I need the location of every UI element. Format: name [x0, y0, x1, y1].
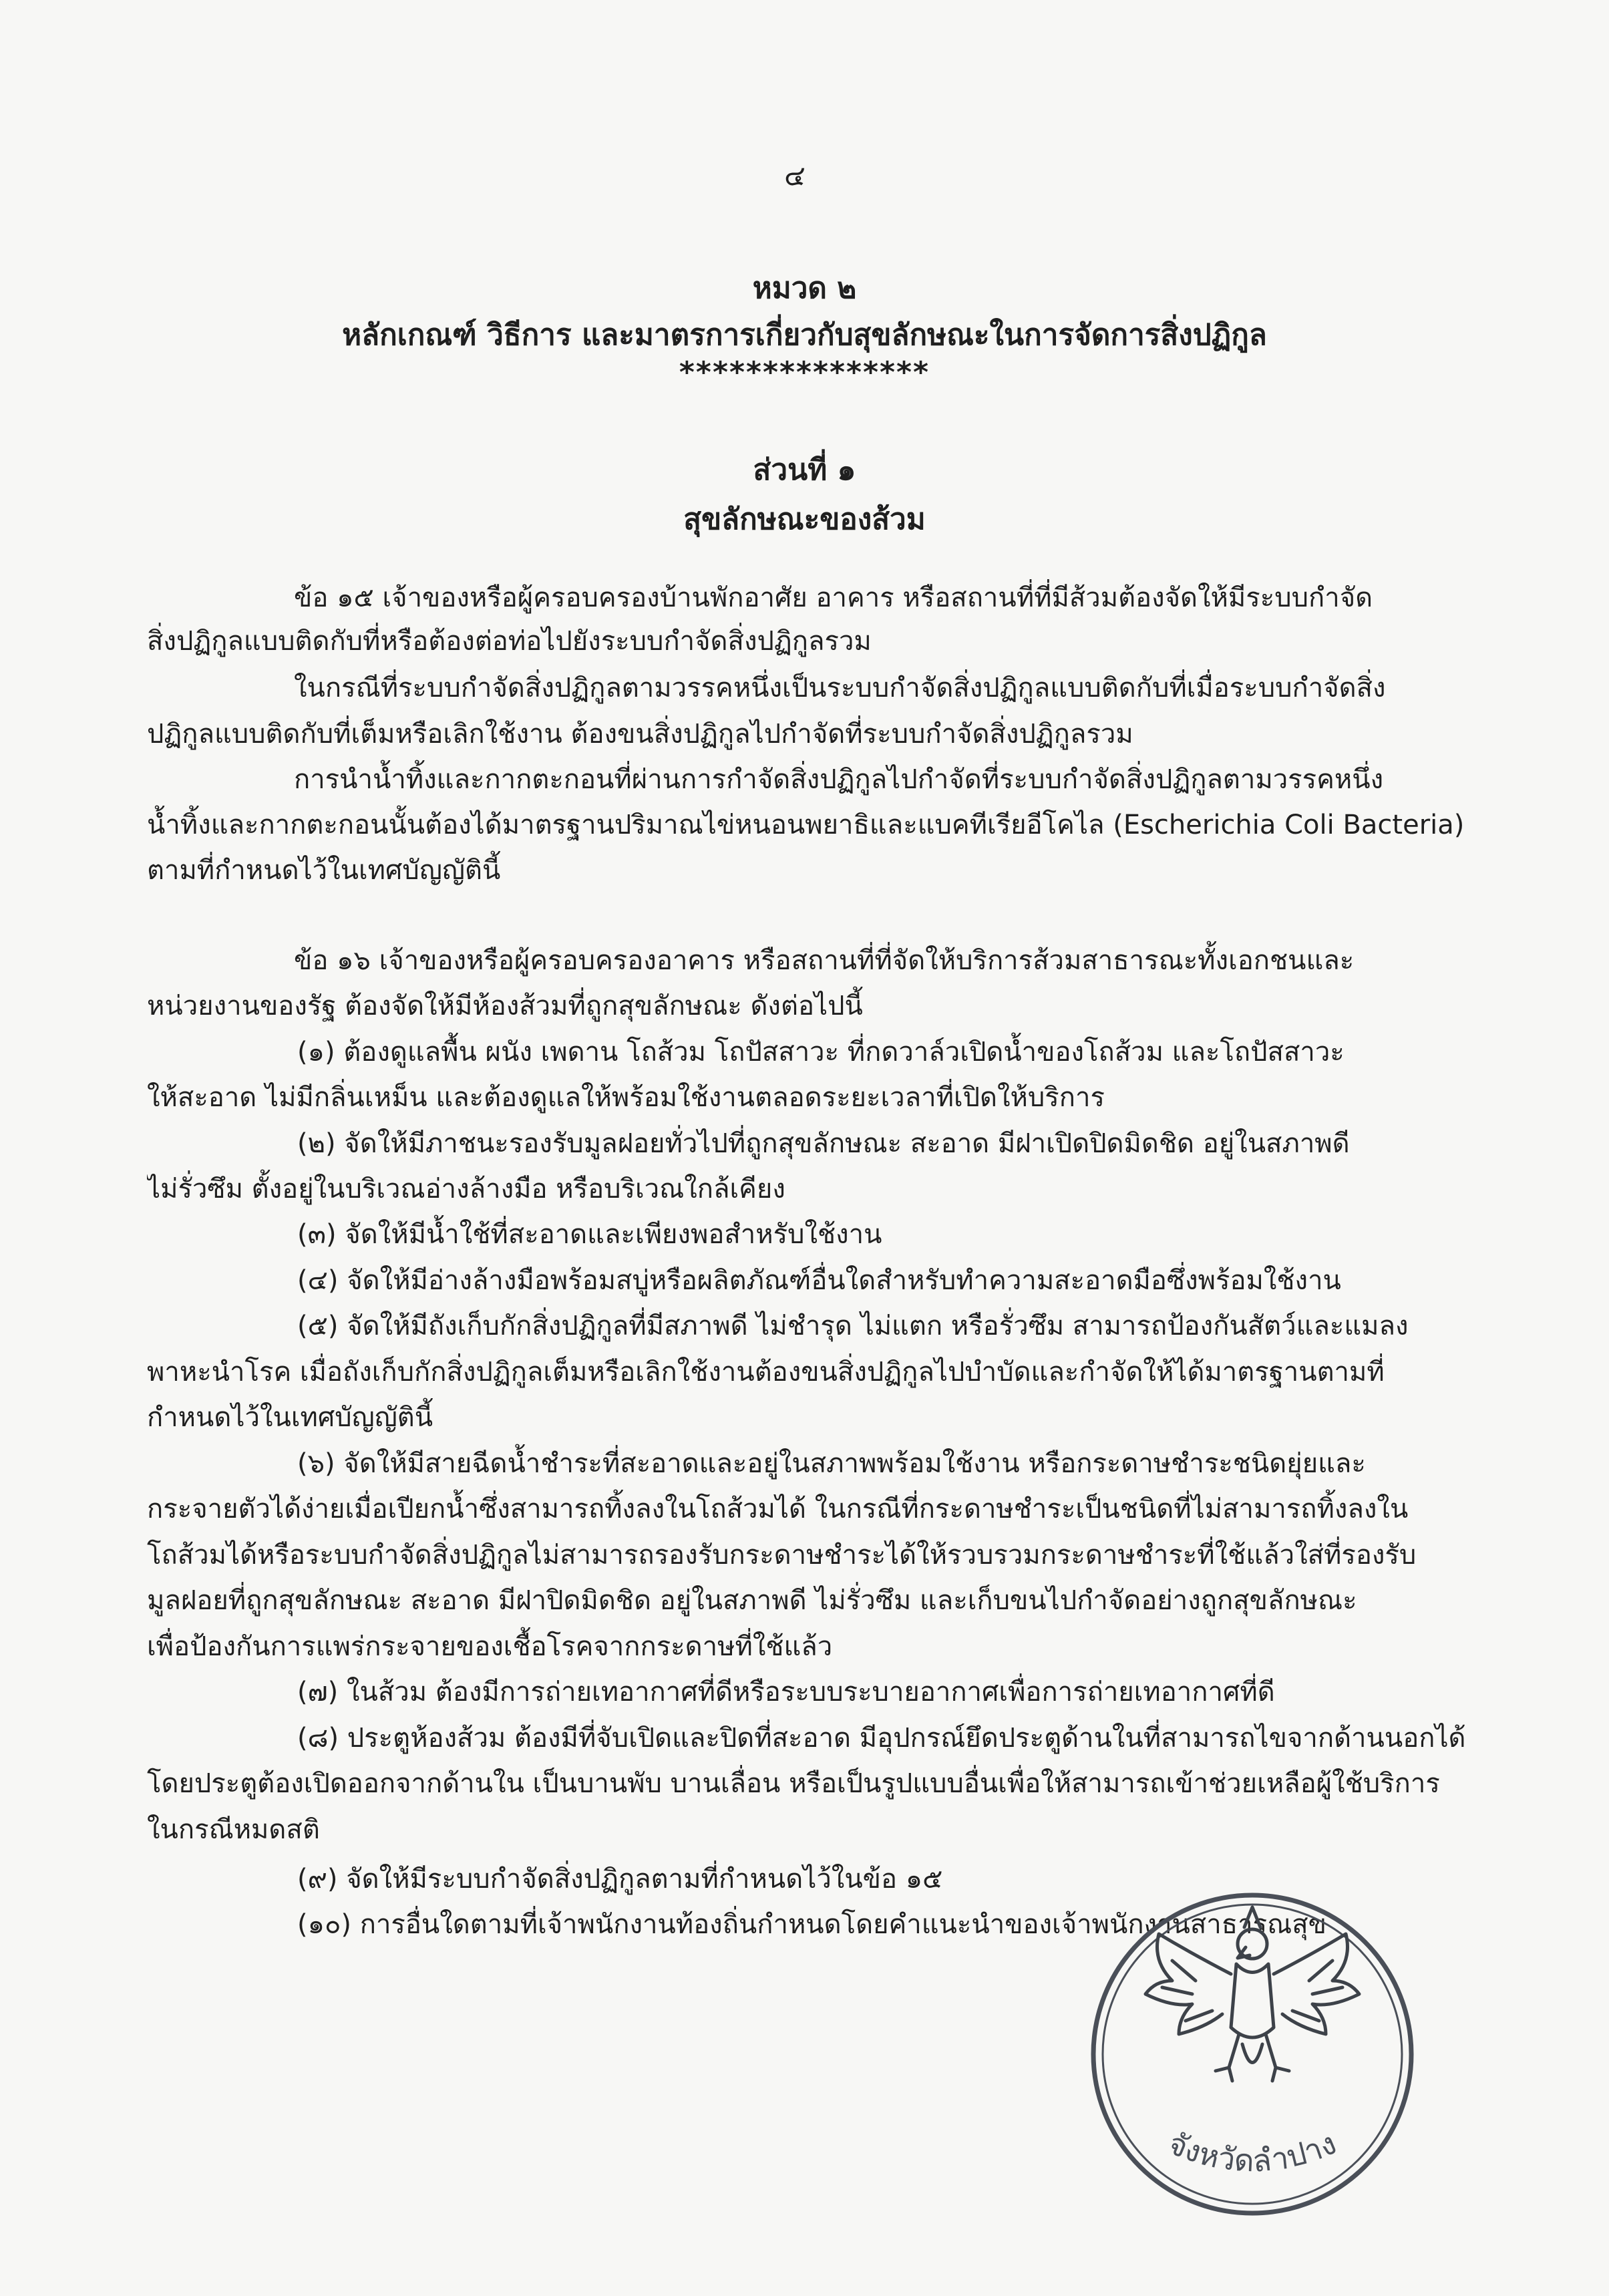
body-line: (๒) จัดให้มีภาชนะรองรับมูลฝอยทั่วไปที่ถูกสุขลักษณะ สะอาด มีฝาเปิดปิดมิดชิด อยู่ในสภาพดี [297, 1128, 1350, 1159]
body-line: ข้อ ๑๕ เจ้าของหรือผู้ครอบครองบ้านพักอาศัย อาคาร หรือสถานที่ที่มีส้วมต้องจัดให้มีระบบกำจัด [294, 583, 1373, 613]
body-line: ในกรณีที่ระบบกำจัดสิ่งปฏิกูลตามวรรคหนึ่งเป็นระบบกำจัดสิ่งปฏิกูลแบบติดกับที่เมื่อระบบกำจัดสิ่ง [294, 673, 1386, 703]
official-seal [1079, 1880, 1426, 2228]
body-line: (๔) จัดให้มีอ่างล้างมือพร้อมสบู่หรือผลิตภัณฑ์อื่นใดสำหรับทำความสะอาดมือซึ่งพร้อมใช้งาน [297, 1265, 1341, 1296]
body-line: เพื่อป้องกันการแพร่กระจายของเชื้อโรคจากกระดาษที่ใช้แล้ว [147, 1631, 833, 1662]
body-line: พาหะนำโรค เมื่อถังเก็บกักสิ่งปฏิกูลเต็มหรือเลิกใช้งานต้องขนสิ่งปฏิกูลไปบำบัดและกำจัดให้ได้มาตรฐานตามที่ [147, 1357, 1385, 1387]
chapter-heading: หมวด ๒ [752, 271, 857, 305]
body-line: (๑๐) การอื่นใดตามที่เจ้าพนักงานท้องถิ่นกำหนดโดยคำแนะนำของเจ้าพนักงานสาธารณสุข [297, 1909, 1326, 1940]
body-line: น้ำทิ้งและกากตะกอนนั้นต้องได้มาตรฐานปริมาณไข่หนอนพยาธิและแบคทีเรียอีโคไล (Escherichia Coli Bacteria) [147, 810, 1465, 840]
body-line: มูลฝอยที่ถูกสุขลักษณะ สะอาด มีฝาปิดมิดชิด อยู่ในสภาพดี ไม่รั่วซึม และเก็บขนไปกำจัดอย่างถูกสุขลักษณะ [147, 1585, 1357, 1616]
body-line: สิ่งปฏิกูลแบบติดกับที่หรือต้องต่อท่อไปยังระบบกำจัดสิ่งปฏิกูลรวม [147, 626, 872, 657]
body-line: หน่วยงานของรัฐ ต้องจัดให้มีห้องส้วมที่ถูกสุขลักษณะ ดังต่อไปนี้ [147, 991, 863, 1021]
body-line: ไม่รั่วซึม ตั้งอยู่ในบริเวณอ่างล้างมือ หรือบริเวณใกล้เคียง [147, 1174, 785, 1204]
chapter-title: หลักเกณฑ์ วิธีการ และมาตรการเกี่ยวกับสุขลักษณะในการจัดการสิ่งปฏิกูล [342, 318, 1267, 352]
body-line: ปฏิกูลแบบติดกับที่เต็มหรือเลิกใช้งาน ต้องขนสิ่งปฏิกูลไปกำจัดที่ระบบกำจัดสิ่งปฏิกูลรวม [147, 719, 1133, 750]
body-line: ตามที่กำหนดไว้ในเทศบัญญัตินี้ [147, 855, 501, 886]
body-line: ข้อ ๑๖ เจ้าของหรือผู้ครอบครองอาคาร หรือสถานที่ที่จัดให้บริการส้วมสาธารณะทั้งเอกชนและ [294, 945, 1355, 976]
body-line: กำหนดไว้ในเทศบัญญัตินี้ [147, 1402, 433, 1433]
body-line: (๗) ในส้วม ต้องมีการถ่ายเทอากาศที่ดีหรือระบบระบายอากาศเพื่อการถ่ายเทอากาศที่ดี [297, 1677, 1275, 1707]
body-line: โถส้วมได้หรือระบบกำจัดสิ่งปฏิกูลไม่สามารถรองรับกระดาษชำระได้ให้รวบรวมกระดาษชำระที่ใช้แล้วใส่ที่รองรับ [147, 1540, 1417, 1571]
body-line: การนำน้ำทิ้งและกากตะกอนที่ผ่านการกำจัดสิ่งปฏิกูลไปกำจัดที่ระบบกำจัดสิ่งปฏิกูลตามวรรคหนึ่ง [294, 764, 1384, 795]
body-line: กระจายตัวได้ง่ายเมื่อเปียกน้ำซึ่งสามารถทิ้งลงในโถส้วมได้ ในกรณีที่กระดาษชำระเป็นชนิดที่ไม่สามารถทิ้งลงใน [147, 1494, 1409, 1524]
body-line: ให้สะอาด ไม่มีกลิ่นเหม็น และต้องดูแลให้พร้อมใช้งานตลอดระยะเวลาที่เปิดให้บริการ [147, 1082, 1105, 1113]
seal-text: จังหวัดลำปาง [1163, 2124, 1342, 2180]
garuda-emblem-icon [1145, 1907, 1359, 2081]
page-number: ๔ [784, 159, 806, 192]
body-line: (๑) ต้องดูแลพื้น ผนัง เพดาน โถส้วม โถปัสสาวะ ที่กดวาล์วเปิดน้ำของโถส้วม และโถปัสสาวะ [297, 1037, 1345, 1068]
body-line: (๖) จัดให้มีสายฉีดน้ำชำระที่สะอาดและอยู่ในสภาพพร้อมใช้งาน หรือกระดาษชำระชนิดยุ่ยและ [297, 1448, 1366, 1479]
separator: *************** [679, 355, 930, 389]
body-line: โดยประตูต้องเปิดออกจากด้านใน เป็นบานพับ บานเลื่อน หรือเป็นรูปแบบอื่นเพื่อให้สามารถเข้าช่วยเหลือผู้ใช้บริการ [147, 1768, 1440, 1799]
part-heading: ส่วนที่ ๑ [753, 453, 856, 487]
body-line: (๕) จัดให้มีถังเก็บกักสิ่งปฏิกูลที่มีสภาพดี ไม่ชำรุด ไม่แตก หรือรั่วซึม สามารถป้องกันสัตว์และแมลง [297, 1311, 1409, 1341]
body-line: (๓) จัดให้มีน้ำใช้ที่สะอาดและเพียงพอสำหรับใช้งาน [297, 1219, 882, 1250]
body-line: ในกรณีหมดสติ [147, 1814, 320, 1845]
part-title: สุขลักษณะของส้วม [683, 502, 926, 536]
body-line: (๙) จัดให้มีระบบกำจัดสิ่งปฏิกูลตามที่กำหนดไว้ในข้อ ๑๕ [297, 1864, 943, 1895]
body-line: (๘) ประตูห้องส้วม ต้องมีที่จับเปิดและปิดที่สะอาด มีอุปกรณ์ยึดประตูด้านในที่สามารถไขจากด้านนอกได้ [297, 1723, 1466, 1754]
